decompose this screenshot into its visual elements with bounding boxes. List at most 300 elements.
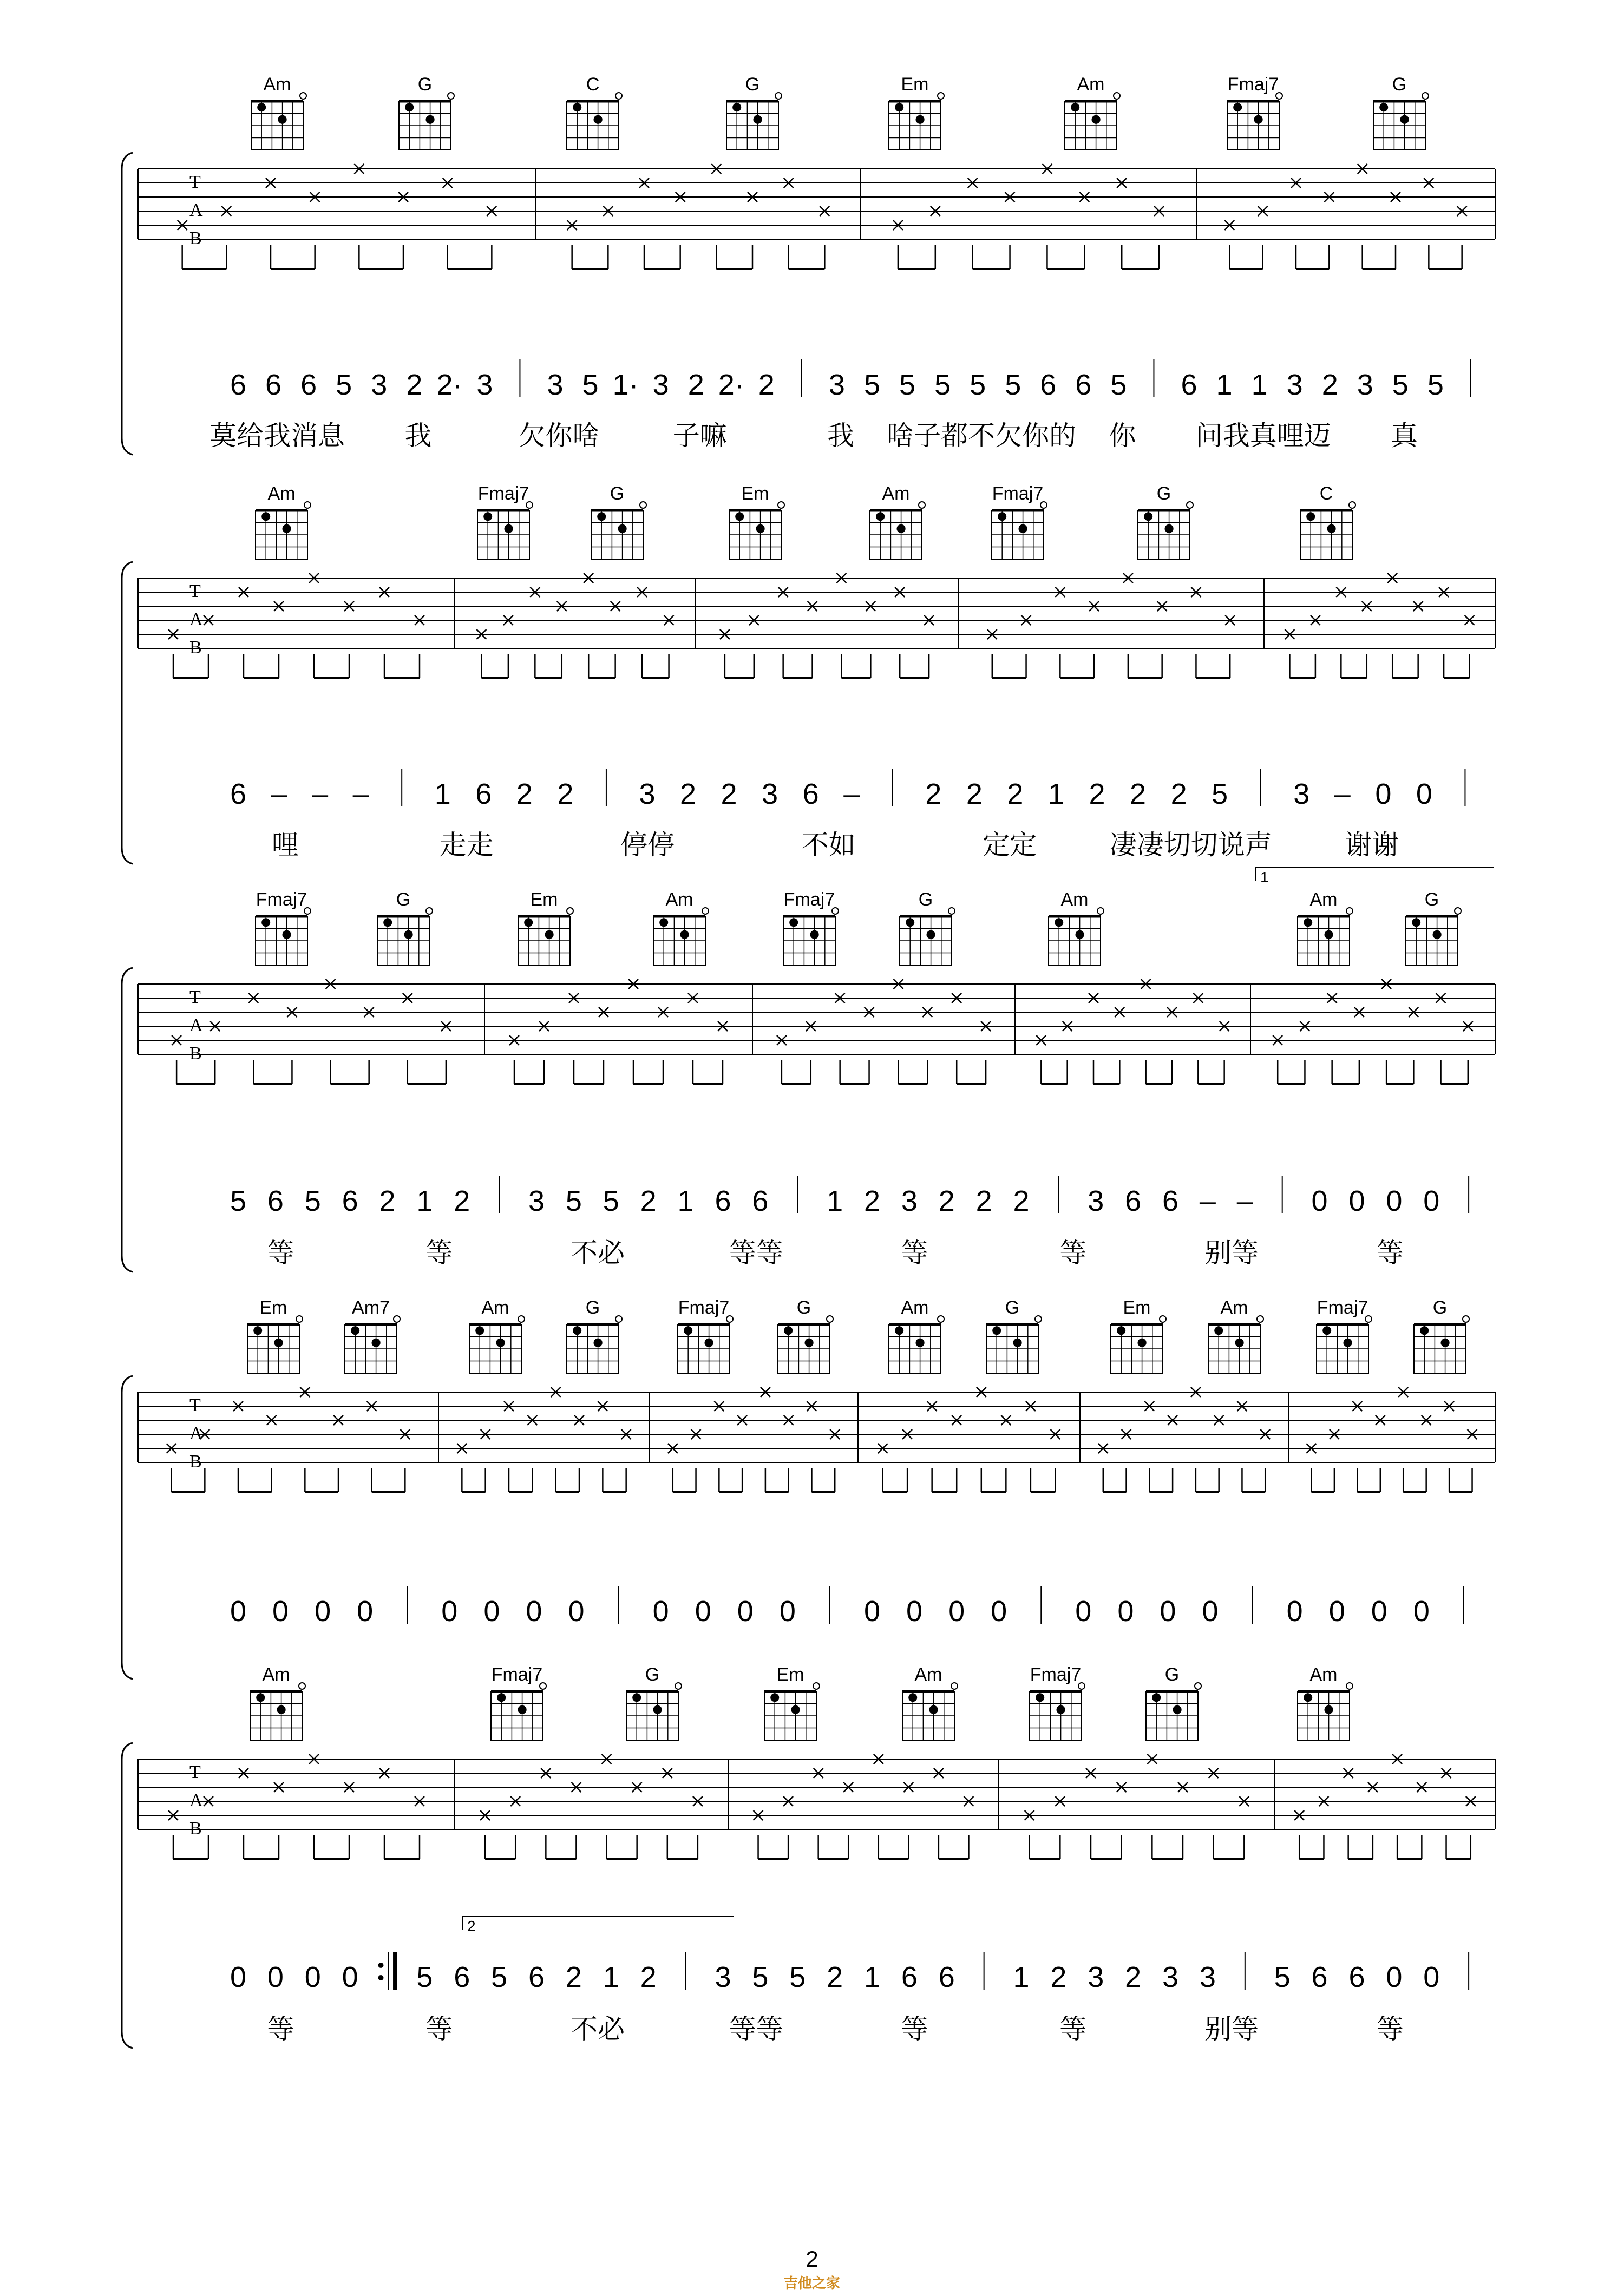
notation-digit: 0 (441, 1595, 458, 1628)
notation-digit: 0 (1386, 1961, 1403, 1993)
chord-name: G (1432, 1297, 1448, 1318)
notation-digit: 6 (300, 369, 317, 401)
chord-name: G (1156, 483, 1171, 504)
notation-digit: 2 (975, 1185, 992, 1217)
chord-finger-dot (405, 103, 414, 111)
chord-name: Em (776, 1664, 804, 1685)
notation-digit: 6 (342, 1185, 358, 1217)
chord-finger-dot (283, 524, 291, 533)
chord-finger-dot (805, 1339, 814, 1347)
notation-digit: 6 (802, 778, 819, 810)
notation-digit: 6 (454, 1961, 470, 1993)
chord-finger-dot (257, 103, 266, 111)
open-string-marker (1463, 1316, 1469, 1322)
chord-name: G (1392, 74, 1407, 95)
lyric-text: 等 (1059, 1237, 1087, 1269)
open-string-marker (948, 908, 955, 914)
open-string-marker (1422, 93, 1429, 99)
chord-name: G (1164, 1664, 1180, 1685)
chord-diagram-icon (1414, 1316, 1469, 1373)
chord-finger-dot (283, 930, 291, 939)
chord-finger-dot (261, 918, 270, 927)
open-string-marker (1257, 1316, 1263, 1322)
notation-digit: 2 (1130, 778, 1147, 810)
chord-finger-dot (475, 1326, 484, 1335)
chord-diagram-icon (626, 1683, 682, 1740)
open-string-marker (778, 502, 784, 508)
chord-diagram-icon (477, 502, 533, 559)
chord-finger-dot (383, 918, 392, 927)
site-watermark-logo: 吉他之家 (783, 2275, 841, 2292)
chord-finger-dot (659, 918, 668, 927)
chord-diagram-icon (1227, 93, 1282, 150)
chord-diagram-icon (1049, 908, 1104, 965)
chord-name: G (918, 889, 933, 910)
tab-clef-letter: B (189, 1452, 202, 1472)
notation-digit: 1 (603, 1961, 619, 1993)
chord-diagram-icon (518, 908, 573, 965)
chord-name: Am (1060, 889, 1089, 910)
chord-finger-dot (1138, 1339, 1147, 1347)
notation-digit: 0 (906, 1595, 923, 1628)
chord-name: Fmaj7 (477, 483, 529, 504)
notation-digit: 0 (342, 1961, 358, 1993)
repeat-dot (378, 1975, 384, 1980)
open-string-marker (938, 93, 944, 99)
notation-digit: 2 (938, 1185, 955, 1217)
volta-bracket (463, 1917, 734, 1930)
notation-digit: 0 (304, 1961, 321, 1993)
chord-finger-dot (756, 524, 765, 533)
lyric-text: 我 (404, 420, 432, 451)
chord-name: Em (530, 889, 558, 910)
tab-clef-letter: T (189, 1762, 201, 1782)
notation-digit: 3 (715, 1961, 731, 1993)
chord-finger-dot (1173, 1705, 1182, 1714)
tab-clef-letter: T (189, 987, 201, 1007)
open-string-marker (702, 908, 709, 914)
notation-digit: 3 (1199, 1961, 1216, 1993)
chord-diagram-icon (889, 1316, 944, 1373)
chord-name: Am (665, 889, 693, 910)
notation-digit: 0 (357, 1595, 374, 1628)
notation-digit: – (1199, 1185, 1216, 1217)
chord-finger-dot (876, 512, 885, 521)
open-string-marker (296, 1316, 303, 1322)
chord-diagram-icon (992, 502, 1047, 559)
notation-digit: 2 (379, 1185, 396, 1217)
chord-name: G (585, 1297, 600, 1318)
notation-digit: 3 (371, 369, 388, 401)
notation-digit: 0 (1416, 778, 1432, 810)
chord-name: G (1005, 1297, 1020, 1318)
chord-name: Em (259, 1297, 287, 1318)
chord-finger-dot (1019, 524, 1027, 533)
tab-clef-letter: T (189, 581, 201, 601)
notation-digit: 0 (526, 1595, 542, 1628)
chord-diagram-icon (1373, 93, 1429, 150)
tab-clef-letter: A (189, 1790, 203, 1810)
notation-digit: 3 (1286, 369, 1303, 401)
lyric-text: 等 (425, 2013, 453, 2045)
notation-digit: 6 (1040, 369, 1057, 401)
lyric-text: 你 (1109, 420, 1136, 451)
tab-clef-letter: B (189, 228, 202, 248)
notation-digit: 2 (565, 1961, 582, 1993)
chord-finger-dot (897, 524, 906, 533)
chord-finger-dot (274, 1339, 283, 1347)
open-string-marker (640, 502, 646, 508)
notation-digit: 5 (565, 1185, 582, 1217)
chord-finger-dot (1165, 524, 1174, 533)
open-string-marker (567, 908, 573, 914)
chord-finger-dot (754, 115, 762, 124)
notation-digit: 2 (1170, 778, 1187, 810)
chord-finger-dot (1441, 1339, 1450, 1347)
chord-name: G (645, 1664, 660, 1685)
chord-finger-dot (1057, 1705, 1065, 1714)
notation-digit: 0 (695, 1595, 711, 1628)
chord-finger-dot (518, 1705, 527, 1714)
notation-digit: 0 (1286, 1595, 1303, 1628)
chord-finger-dot (1325, 930, 1333, 939)
chord-name: Fmaj7 (1317, 1297, 1368, 1318)
chord-finger-dot (573, 103, 581, 111)
system-bracket (122, 1743, 133, 2048)
chord-finger-dot (895, 103, 903, 111)
notation-digit: 6 (230, 369, 247, 401)
chord-diagram-icon (250, 1683, 305, 1740)
open-string-marker (615, 1316, 622, 1322)
tab-clef-letter: T (189, 172, 201, 192)
notation-digit: 3 (547, 369, 564, 401)
chord-finger-dot (906, 918, 914, 927)
notation-digit: 5 (304, 1185, 321, 1217)
lyric-text: 等 (425, 1237, 453, 1269)
chord-diagram-icon (870, 502, 925, 559)
open-string-marker (1187, 502, 1193, 508)
notation-digit: 5 (1110, 369, 1127, 401)
system-bracket (122, 562, 133, 864)
chord-finger-dot (597, 512, 606, 521)
notation-digit: 5 (1427, 369, 1444, 401)
notation-digit: 2 (640, 1961, 657, 1993)
notation-digit: 2· (718, 369, 744, 401)
chord-finger-dot (524, 918, 533, 927)
tab-clef-letter: B (189, 638, 202, 658)
notation-digit: 2 (406, 369, 423, 401)
notation-digit: 5 (1274, 1961, 1291, 1993)
notation-digit: 2 (827, 1961, 843, 1993)
chord-diagram-icon (729, 502, 784, 559)
notation-digit: 0 (1311, 1185, 1328, 1217)
chord-finger-dot (1254, 115, 1263, 124)
tab-clef-letter: A (189, 1423, 203, 1444)
chord-name: Am (263, 74, 291, 95)
lyric-text: 不如 (801, 829, 856, 861)
chord-name: Am (267, 483, 296, 504)
lyric-text: 等 (267, 1237, 294, 1269)
notation-digit: 0 (568, 1595, 585, 1628)
system-bracket (122, 968, 133, 1272)
chord-diagram-icon (591, 502, 646, 559)
chord-finger-dot (372, 1339, 381, 1347)
notation-digit: 3 (652, 369, 669, 401)
notation-digit: 3 (1162, 1961, 1179, 1993)
notation-digit: 5 (603, 1185, 619, 1217)
chord-name: G (396, 889, 411, 910)
lyric-text: 等 (901, 1237, 928, 1269)
tab-clef-letter: T (189, 1395, 201, 1415)
lyric-text: 啥子都不欠你的 (887, 420, 1077, 451)
notation-digit: 6 (267, 1185, 284, 1217)
chord-diagram-icon (256, 908, 311, 965)
chord-finger-dot (705, 1339, 713, 1347)
chord-name: G (610, 483, 625, 504)
chord-diagram-icon (1406, 908, 1461, 965)
chord-diagram-icon (653, 908, 709, 965)
chord-finger-dot (810, 930, 819, 939)
notation-digit: 0 (1371, 1595, 1387, 1628)
notation-digit: 6 (1075, 369, 1092, 401)
notation-digit: 0 (1117, 1595, 1134, 1628)
chord-diagram-icon (783, 908, 839, 965)
notation-digit: 1 (677, 1185, 694, 1217)
chord-finger-dot (1400, 115, 1409, 124)
chord-finger-dot (1235, 1339, 1244, 1347)
chord-finger-dot (1117, 1326, 1125, 1335)
open-string-marker (394, 1316, 400, 1322)
chord-finger-dot (895, 1326, 903, 1335)
notation-digit: – (843, 778, 860, 810)
chord-finger-dot (770, 1693, 779, 1702)
notation-digit: 6 (265, 369, 282, 401)
chord-finger-dot (1304, 1693, 1312, 1702)
notation-digit: 6 (901, 1961, 918, 1993)
open-string-marker (518, 1316, 525, 1322)
lyric-text: 我 (827, 420, 854, 451)
notation-digit: 0 (1348, 1185, 1365, 1217)
open-string-marker (675, 1683, 682, 1689)
notation-digit: 1 (434, 778, 451, 810)
lyric-text: 问我真哩迈 (1195, 420, 1331, 451)
chord-finger-dot (735, 512, 744, 521)
notation-digit: 5 (863, 369, 881, 401)
lyric-text: 凄凄切切说声 (1109, 829, 1272, 861)
notation-digit: – (271, 778, 287, 810)
notation-digit: 3 (828, 369, 845, 401)
notation-digit: 2 (721, 778, 737, 810)
lyric-text: 欠你啥 (518, 420, 600, 451)
notation-digit: 3 (528, 1185, 545, 1217)
chord-finger-dot (1420, 1326, 1429, 1335)
lyric-text: 等 (267, 2013, 294, 2045)
chord-diagram-icon (345, 1316, 400, 1373)
chord-name: C (1319, 483, 1333, 504)
open-string-marker (304, 502, 311, 508)
chord-finger-dot (256, 1693, 265, 1702)
open-string-marker (1346, 1683, 1353, 1689)
lyric-text: 不必 (571, 1237, 625, 1269)
chord-diagram-icon (1146, 1683, 1201, 1740)
chord-diagram-icon (567, 93, 622, 150)
lyric-text: 莫给我消息 (209, 420, 345, 451)
chord-finger-dot (908, 1693, 917, 1702)
notation-digit: 0 (1328, 1595, 1345, 1628)
lyric-text: 定定 (983, 829, 1037, 861)
notation-digit: 2 (557, 778, 574, 810)
chord-finger-dot (253, 1326, 262, 1335)
repeat-dot (378, 1963, 384, 1968)
chord-name: Fmaj7 (256, 889, 307, 910)
chord-finger-dot (404, 930, 413, 939)
open-string-marker (1097, 908, 1104, 914)
chord-finger-dot (1433, 930, 1442, 939)
lyric-text: 真 (1390, 420, 1418, 451)
notation-digit: 2 (925, 778, 942, 810)
chord-diagram-icon (247, 1316, 303, 1373)
notation-digit: 3 (1293, 778, 1310, 810)
notation-digit: 1 (1047, 778, 1064, 810)
chord-finger-dot (545, 930, 554, 939)
chord-finger-dot (1076, 930, 1084, 939)
notation-digit: 0 (948, 1595, 965, 1628)
open-string-marker (299, 1683, 305, 1689)
notation-digit: 6 (1125, 1185, 1142, 1217)
chord-finger-dot (497, 1693, 506, 1702)
notation-digit: 6 (475, 778, 492, 810)
chord-diagram-icon (1138, 502, 1193, 559)
lyric-text: 停停 (620, 829, 675, 861)
notation-digit: 1· (612, 369, 639, 401)
notation-digit: 0 (1413, 1595, 1430, 1628)
chord-name: Em (1123, 1297, 1151, 1318)
lyric-text: 等 (1376, 1237, 1404, 1269)
chord-name: Am (1309, 1664, 1338, 1685)
chord-diagram-icon (986, 1316, 1042, 1373)
notation-digit: 0 (737, 1595, 754, 1628)
chord-name: Em (901, 74, 929, 95)
chord-diagram-icon (764, 1683, 820, 1740)
chord-finger-dot (1379, 103, 1388, 111)
chord-name: Am (1220, 1297, 1248, 1318)
system-bracket (122, 153, 133, 455)
chord-finger-dot (1325, 1705, 1333, 1714)
tab-clef-letter: B (189, 1819, 202, 1839)
chord-name: Fmaj7 (1227, 74, 1279, 95)
notation-digit: 3 (639, 778, 656, 810)
chord-name: Am (1309, 889, 1338, 910)
chord-diagram-icon (399, 93, 454, 150)
chord-name: Em (741, 483, 769, 504)
notation-digit: 2 (1013, 1185, 1030, 1217)
chord-diagram-icon (726, 93, 782, 150)
chord-finger-dot (1214, 1326, 1223, 1335)
tab-clef-letter: A (189, 1015, 203, 1035)
chord-diagram-icon (778, 1316, 833, 1373)
notation-digit: 0 (779, 1595, 796, 1628)
chord-finger-dot (684, 1326, 692, 1335)
chord-diagram-icon (251, 93, 306, 150)
notation-digit: 5 (582, 369, 599, 401)
notation-digit: 0 (230, 1961, 247, 1993)
chord-name: Am (882, 483, 910, 504)
chord-diagram-icon (1065, 93, 1120, 150)
chord-finger-dot (653, 1705, 662, 1714)
notation-digit: 1 (863, 1961, 881, 1993)
chord-diagram-icon (900, 908, 955, 965)
chord-finger-dot (1344, 1339, 1352, 1347)
notation-digit: 5 (230, 1185, 247, 1217)
chord-finger-dot (1092, 115, 1101, 124)
chord-name: C (586, 74, 600, 95)
chord-finger-dot (426, 115, 435, 124)
notation-digit: 2 (1125, 1961, 1142, 1993)
notation-digit: 5 (1005, 369, 1021, 401)
tab-clef-letter: A (189, 200, 203, 220)
notation-digit: 5 (336, 369, 352, 401)
chord-finger-dot (1071, 103, 1079, 111)
notation-digit: 0 (1423, 1961, 1440, 1993)
chord-name: G (796, 1297, 811, 1318)
chord-name: Am (1077, 74, 1105, 95)
chord-diagram-icon (377, 908, 433, 965)
chord-finger-dot (789, 918, 798, 927)
open-string-marker (1035, 1316, 1042, 1322)
notation-digit: 6 (1311, 1961, 1328, 1993)
lyric-text: 哩 (271, 829, 299, 861)
open-string-marker (1349, 502, 1355, 508)
chord-diagram-icon (1030, 1683, 1085, 1740)
chord-name: Fmaj7 (678, 1297, 730, 1318)
notation-digit: 2 (1050, 1961, 1067, 1993)
notation-digit: 0 (230, 1595, 247, 1628)
open-string-marker (775, 93, 782, 99)
notation-digit: 6 (1181, 369, 1197, 401)
notation-digit: 3 (1357, 369, 1373, 401)
chord-finger-dot (351, 1326, 359, 1335)
notation-digit: 6 (938, 1961, 955, 1993)
chord-finger-dot (496, 1339, 505, 1347)
lyric-text: 等等 (729, 1237, 783, 1269)
notation-digit: 6 (715, 1185, 731, 1217)
lyric-text: 等 (1059, 2013, 1087, 2045)
open-string-marker (1160, 1316, 1166, 1322)
chord-diagram-icon (1300, 502, 1355, 559)
chord-finger-dot (618, 524, 627, 533)
notation-digit: 5 (416, 1961, 433, 1993)
chord-finger-dot (261, 512, 270, 521)
chord-name: Am (914, 1664, 942, 1685)
lyric-text: 子嘛 (672, 420, 727, 451)
notation-digit: 1 (416, 1185, 433, 1217)
chord-diagram-icon (1111, 1316, 1166, 1373)
notation-digit: 0 (1202, 1595, 1219, 1628)
chord-name: Am (481, 1297, 509, 1318)
chord-finger-dot (1144, 512, 1152, 521)
notation-digit: 5 (970, 369, 986, 401)
notation-digit: 1 (1251, 369, 1268, 401)
notation-digit: 2 (1007, 778, 1024, 810)
open-string-marker (1346, 908, 1353, 914)
chord-finger-dot (916, 1339, 925, 1347)
chord-diagram-icon (491, 1683, 546, 1740)
notation-digit: 3 (1088, 1185, 1104, 1217)
notation-digit: 2 (863, 1185, 881, 1217)
open-string-marker (448, 93, 454, 99)
notation-digit: 0 (1386, 1185, 1403, 1217)
page-number: 2 (806, 2246, 818, 2272)
